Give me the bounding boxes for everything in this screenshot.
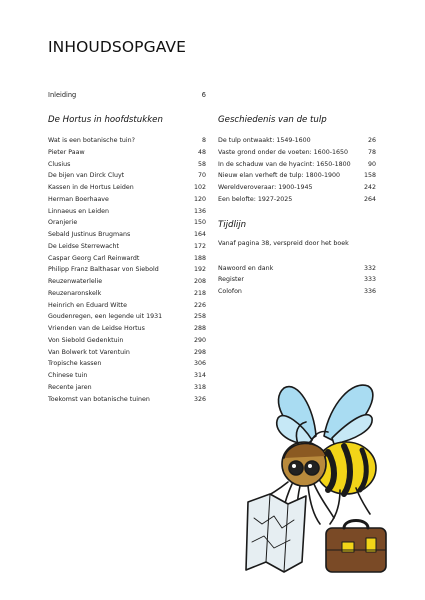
toc-tulp-entry-title: Een belofte: 1927-2025 bbox=[218, 195, 293, 203]
toc-hortus-entry-title: Linnaeus en Leiden bbox=[48, 207, 109, 215]
toc-hortus-entry-title: Kassen in de Hortus Leiden bbox=[48, 184, 134, 191]
toc-hortus-entry-page: 48 bbox=[197, 148, 206, 156]
toc-hortus-entry[interactable] bbox=[48, 159, 206, 171]
left-column bbox=[48, 115, 206, 405]
toc-hortus-entry[interactable] bbox=[48, 358, 206, 370]
intro-label: Inleiding bbox=[48, 91, 77, 99]
toc-tulp-entry-title: De tulp ontwaakt: 1549-1600 bbox=[218, 137, 311, 144]
toc-tulp-entry-page: 90 bbox=[367, 160, 376, 168]
toc-tulp-entry[interactable] bbox=[218, 147, 376, 159]
toc-hortus-entry[interactable] bbox=[48, 135, 206, 147]
toc-hortus-entry-title: Tropische kassen bbox=[48, 360, 102, 368]
toc-hortus-entry[interactable] bbox=[48, 311, 206, 323]
toc-hortus-entry-page: 192 bbox=[193, 266, 206, 274]
toc-hortus-entry[interactable] bbox=[48, 382, 206, 394]
toc-tulp-entry-title: Vaste grond onder de voeten: 1600-1650 bbox=[218, 148, 349, 156]
toc-tulp-entry-title: In de schaduw van de hyacint: 1650-1800 bbox=[218, 160, 351, 168]
toc-hortus-entry-title: De bijen van Dirck Cluyt bbox=[48, 172, 125, 180]
toc-tulp-entry-title: Nieuw elan verheft de tulp: 1800-1900 bbox=[218, 172, 340, 180]
toc-hortus-entry-title: Goudenregen, een legende uit 1931 bbox=[48, 313, 163, 321]
toc-tulp-entry-page: 26 bbox=[367, 137, 376, 144]
section-heading-tijdlijn: Tijdlijn bbox=[218, 219, 247, 230]
toc-hortus-entry[interactable] bbox=[48, 170, 206, 182]
toc-hortus-entry[interactable] bbox=[48, 276, 206, 288]
toc-hortus-entry[interactable] bbox=[48, 323, 206, 335]
toc-hortus-entry[interactable] bbox=[48, 394, 206, 406]
toc-hortus-entry-page: 58 bbox=[197, 160, 206, 168]
toc-hortus-entry-page: 120 bbox=[193, 195, 206, 203]
toc-hortus-entry-page: 188 bbox=[193, 254, 206, 262]
toc-end-entry[interactable] bbox=[218, 263, 376, 275]
toc-hortus-entry-page: 172 bbox=[193, 242, 206, 250]
toc-tulp-entry-title: Wereldveroveraar: 1900-1945 bbox=[218, 184, 313, 191]
toc-hortus-entry-title: Van Bolwerk tot Varentuin bbox=[48, 348, 130, 356]
intro-entry[interactable] bbox=[48, 91, 206, 99]
toc-end-entry-page: 333 bbox=[363, 276, 376, 284]
toc-hortus-entry-page: 226 bbox=[193, 301, 206, 309]
toc-hortus-entry[interactable] bbox=[48, 194, 206, 206]
toc-hortus-entry-title: Reuzenwaterlelie bbox=[48, 278, 103, 285]
toc-hortus-entry-title: Herman Boerhaave bbox=[48, 195, 109, 203]
intro-page: 6 bbox=[201, 91, 206, 99]
toc-hortus-entry[interactable] bbox=[48, 182, 206, 194]
toc-hortus-entry[interactable] bbox=[48, 300, 206, 312]
toc-hortus-entry-page: 314 bbox=[193, 372, 206, 379]
bee-traveler-icon bbox=[244, 378, 396, 582]
toc-hortus-entry-title: Caspar Georg Carl Reinwardt bbox=[48, 254, 140, 262]
toc-hortus-entry-title: Philipp Franz Balthasar von Siebold bbox=[48, 266, 159, 274]
section-heading-tulp: Geschiedenis van de tulp bbox=[218, 115, 327, 125]
tijdlijn-note: Vanaf pagina 38, verspreid door het boek bbox=[218, 239, 349, 247]
toc-end-entry-title: Colofon bbox=[218, 288, 242, 295]
toc-tulp-entry[interactable] bbox=[218, 170, 376, 182]
toc-end-entry[interactable] bbox=[218, 286, 376, 298]
left-toc-list bbox=[48, 135, 206, 405]
end-toc-list bbox=[218, 263, 376, 298]
toc-hortus-entry[interactable] bbox=[48, 206, 206, 218]
toc-tulp-entry-page: 158 bbox=[363, 172, 376, 180]
spacer bbox=[218, 253, 376, 263]
toc-hortus-entry-title: Vrienden van de Leidse Hortus bbox=[48, 325, 145, 332]
toc-hortus-entry[interactable] bbox=[48, 229, 206, 241]
toc-hortus-entry[interactable] bbox=[48, 217, 206, 229]
toc-hortus-entry[interactable] bbox=[48, 241, 206, 253]
toc-hortus-entry[interactable] bbox=[48, 253, 206, 265]
toc-hortus-entry-page: 70 bbox=[197, 172, 206, 180]
toc-tulp-entry-page: 242 bbox=[363, 184, 376, 191]
toc-hortus-entry-page: 218 bbox=[193, 289, 206, 297]
toc-tulp-entry[interactable] bbox=[218, 159, 376, 171]
toc-hortus-entry-page: 258 bbox=[193, 313, 206, 321]
toc-hortus-entry-title: De Leidse Sterrewacht bbox=[48, 242, 119, 250]
right-column bbox=[218, 115, 376, 298]
toc-hortus-entry-page: 136 bbox=[193, 207, 206, 215]
toc-hortus-entry-page: 288 bbox=[193, 325, 206, 332]
toc-tulp-entry[interactable] bbox=[218, 182, 376, 194]
right-toc-list bbox=[218, 135, 376, 206]
toc-end-entry-title: Nawoord en dank bbox=[218, 264, 274, 272]
toc-hortus-entry-page: 208 bbox=[193, 278, 206, 285]
toc-hortus-entry-title: Wat is een botanische tuin? bbox=[48, 137, 135, 144]
toc-hortus-entry-page: 306 bbox=[193, 360, 206, 368]
toc-tulp-entry[interactable] bbox=[218, 194, 376, 206]
toc-hortus-entry-title: Von Siebold Gedenktuin bbox=[48, 336, 124, 344]
toc-hortus-entry-title: Pieter Paaw bbox=[48, 148, 85, 156]
toc-hortus-entry[interactable] bbox=[48, 335, 206, 347]
toc-hortus-entry-page: 326 bbox=[193, 395, 206, 403]
toc-hortus-entry-page: 164 bbox=[193, 231, 206, 238]
page-title: INHOUDSOPGAVE bbox=[48, 38, 187, 56]
toc-hortus-entry-title: Chinese tuin bbox=[48, 372, 88, 379]
toc-hortus-entry-page: 150 bbox=[193, 219, 206, 227]
toc-hortus-entry-page: 298 bbox=[193, 348, 206, 356]
toc-hortus-entry-title: Toekomst van botanische tuinen bbox=[48, 395, 150, 403]
toc-hortus-entry[interactable] bbox=[48, 264, 206, 276]
toc-hortus-entry-title: Sebald Justinus Brugmans bbox=[48, 231, 131, 238]
toc-hortus-entry[interactable] bbox=[48, 370, 206, 382]
toc-tulp-entry[interactable] bbox=[218, 135, 376, 147]
toc-tulp-entry-page: 264 bbox=[363, 195, 376, 203]
toc-tulp-entry-page: 78 bbox=[367, 148, 376, 156]
toc-hortus-entry[interactable] bbox=[48, 347, 206, 359]
bee-illustration bbox=[244, 378, 396, 582]
toc-hortus-entry-title: Heinrich en Eduard Witte bbox=[48, 301, 127, 309]
toc-hortus-entry-page: 290 bbox=[193, 336, 206, 344]
toc-hortus-entry[interactable] bbox=[48, 147, 206, 159]
toc-end-entry-title: Register bbox=[218, 276, 244, 284]
toc-hortus-entry-title: Reuzenaronskelk bbox=[48, 289, 102, 297]
toc-hortus-entry-page: 8 bbox=[201, 137, 206, 144]
toc-hortus-entry-title: Recente jaren bbox=[48, 383, 92, 391]
toc-hortus-entry[interactable] bbox=[48, 288, 206, 300]
toc-end-entry-page: 332 bbox=[363, 264, 376, 272]
toc-hortus-entry-page: 102 bbox=[193, 184, 206, 191]
toc-end-entry-page: 336 bbox=[363, 288, 376, 295]
toc-hortus-entry-title: Oranjerie bbox=[48, 219, 78, 227]
toc-end-entry[interactable] bbox=[218, 274, 376, 286]
section-heading-hortus: De Hortus in hoofdstukken bbox=[48, 115, 163, 125]
toc-hortus-entry-title: Clusius bbox=[48, 160, 71, 168]
toc-hortus-entry-page: 318 bbox=[193, 383, 206, 391]
